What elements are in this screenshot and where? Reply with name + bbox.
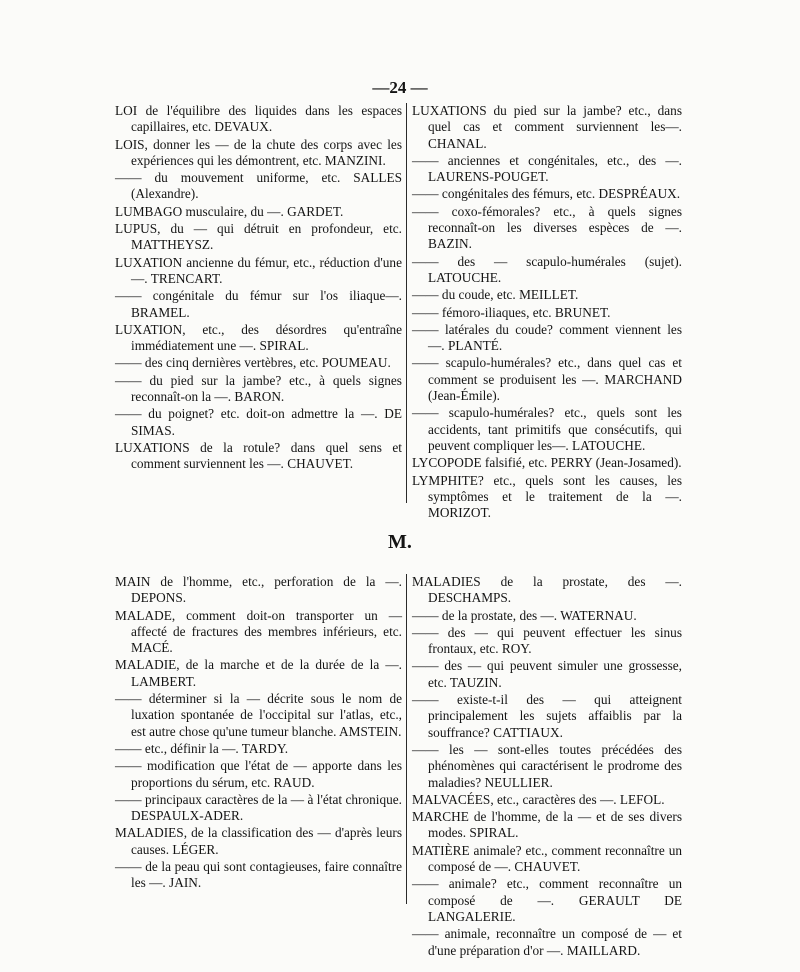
entry: MATIÈRE animale? etc., comment reconnaître un composé de —. CHAUVET.	[412, 842, 682, 875]
entry: LYCOPODE falsifié, etc. PERRY (Jean-Josamed).	[412, 455, 682, 471]
entry: —— scapulo-humérales? etc., dans quel cas et comment se produisent les —. MARCHAND (Jean-Émile).	[412, 355, 682, 404]
bottom-right-column	[412, 574, 682, 960]
entry: —— latérales du coude? comment viennent les —. PLANTÉ.	[412, 321, 682, 354]
entry: —— congénitale du fémur sur l'os iliaque—. BRAMEL.	[115, 288, 402, 320]
entry: MALADIE, de la marche et de la durée de la —. LAMBERT.	[115, 657, 402, 689]
top-right-column	[412, 103, 682, 522]
entry: MALADIES, de la classification des — d'après leurs causes. LÉGER.	[115, 825, 402, 857]
entry: LUMBAGO musculaire, du —. GARDET.	[115, 203, 344, 219]
page-number: —24 —	[372, 78, 428, 97]
entry: —— des cinq dernières vertèbres, etc. POUMEAU.	[115, 355, 391, 371]
entry: LUXATIONS du pied sur la jambe? etc., dans quel cas et comment surviennent les—. CHANAL.	[412, 103, 682, 151]
entry: —— coxo-fémorales? etc., à quels signes reconnaît-on les diverses espèces de —. BAZIN.	[412, 203, 682, 252]
column-divider	[406, 574, 407, 904]
entry: MARCHE de l'homme, de la — et de ses divers modes. SPIRAL.	[412, 809, 682, 841]
entry: —— animale, reconnaître un composé de — et d'une préparation d'or —. MAILLARD.	[412, 926, 682, 958]
column-divider	[406, 103, 407, 503]
entry: —— du poignet? etc. doit-on admettre la —. DE SIMAS.	[115, 406, 402, 438]
entry: LUPUS, du — qui détruit en profondeur, etc. MATTHEYSZ.	[115, 221, 402, 253]
entry: —— des — qui peuvent effectuer les sinus frontaux, etc. ROY.	[412, 624, 682, 657]
entry: LYMPHITE? etc., quels sont les causes, les symptômes et le traitement de la —. MORIZOT.	[412, 472, 682, 521]
entry: —— du mouvement uniforme, etc. SALLES (Alexandre).	[115, 170, 402, 202]
entry: —— existe-t-il des — qui atteignent principalement les sujets affaiblis par la souffrance? CATTIAUX.	[412, 692, 682, 740]
entry: MALVACÉES, etc., caractères des —. LEFOL.	[412, 791, 665, 807]
entry: —— congénitales des fémurs, etc. DESPRÉAUX.	[412, 186, 681, 202]
entry: —— etc., définir la —. TARDY.	[115, 740, 289, 756]
entry: —— scapulo-humérales? etc., quels sont les accidents, tant primitifs que consécutifs, qui peuvent compliquer les—. LATOUCHE.	[412, 405, 682, 453]
entry: LOI de l'équilibre des liquides dans les espaces capillaires, etc. DEVAUX.	[115, 103, 402, 135]
entry: MAIN de l'homme, etc., perforation de la —. DEPONS.	[115, 574, 402, 606]
entry: —— du pied sur la jambe? etc., à quels signes reconnaît-on la —. BARON.	[115, 372, 402, 405]
entry: —— des — qui peuvent simuler une grossesse, etc. TAUZIN.	[412, 658, 682, 690]
entry: LUXATION, etc., des désordres qu'entraîne immédiatement une —. SPIRAL.	[115, 321, 402, 354]
entry: MALADE, comment doit-on transporter un — affecté de fractures des membres inférieurs, etc. MACÉ.	[115, 607, 402, 656]
entry: LOIS, donner les — de la chute des corps avec les expériences qui les démontrent, etc. MANZINI.	[115, 136, 402, 168]
bottom-left-column	[115, 574, 402, 893]
entry: —— des — scapulo-humérales (sujet). LATOUCHE.	[412, 253, 682, 285]
entry: —— déterminer si la — décrite sous le nom de luxation spontanée de l'occipital sur l'atlas, etc., est autre chose qu'une tumeur blanche. AMSTEIN.	[115, 691, 402, 739]
entry: —— du coude, etc. MEILLET.	[412, 287, 579, 303]
entry: —— les — sont-elles toutes précédées des phénomènes qui caractérisent le prodrome des maladies? NEULLIER.	[412, 741, 682, 790]
entry: MALADIES de la prostate, des —. DESCHAMPS.	[412, 574, 682, 606]
entry: —— anciennes et congénitales, etc., des —. LAURENS-POUGET.	[412, 152, 682, 185]
section-heading: M.	[388, 531, 412, 553]
entry: LUXATION ancienne du fémur, etc., réduction d'une —. TRENCART.	[115, 254, 402, 286]
top-left-column	[115, 103, 402, 474]
entry: —— de la prostate, des —. WATERNAU.	[412, 607, 637, 623]
entry: LUXATIONS de la rotule? dans quel sens et comment surviennent les —. CHAUVET.	[115, 439, 402, 472]
entry: —— animale? etc., comment reconnaître un composé de —. GERAULT DE LANGALERIE.	[412, 876, 682, 924]
entry: —— de la peau qui sont contagieuses, faire connaître les —. JAIN.	[115, 859, 402, 891]
entry: —— principaux caractères de la — à l'état chronique. DESPAULX-ADER.	[115, 791, 402, 824]
entry: —— fémoro-iliaques, etc. BRUNET.	[412, 304, 611, 320]
entry: —— modification que l'état de — apporte dans les proportions du sérum, etc. RAUD.	[115, 758, 402, 790]
